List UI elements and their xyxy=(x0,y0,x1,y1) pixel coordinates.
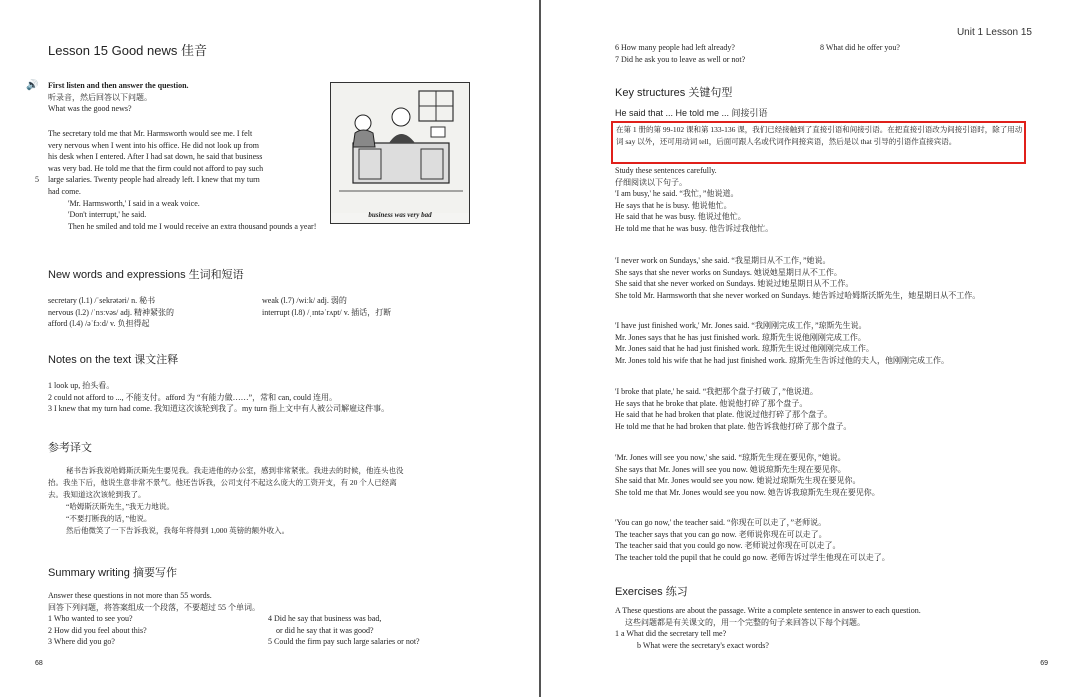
example-line: The teacher says that you can go now. 老师说你现在可以走了。 xyxy=(615,529,827,539)
right-page xyxy=(541,0,1080,697)
exercise-question: b What were the secretary's exact words? xyxy=(637,640,769,650)
summary-intro: Answer these questions in not more than 55 words. xyxy=(48,591,212,600)
words-col-2 xyxy=(262,295,492,318)
word-entry: secretary (l.1) /ˈsekrətəri/ n. 秘书 xyxy=(48,296,156,305)
running-header: Unit 1 Lesson 15 xyxy=(956,27,1032,38)
study-line: He told me that he was busy. 他告诉过我他忙。 xyxy=(615,223,774,233)
example-group xyxy=(615,452,1055,498)
summary-block xyxy=(48,590,508,648)
example-line: Mr. Jones says that he has just finished work. 琼斯先生说他刚刚完成工作。 xyxy=(615,332,866,342)
example-line: Mr. Jones told his wife that he had just finished work. 琼斯先生告诉过他的夫人，他刚刚完成工作。 xyxy=(615,355,949,365)
example-group xyxy=(615,255,1055,301)
word-entry: nervous (l.2) /ˈnɜːvəs/ adj. 精神紧张的 xyxy=(48,307,175,317)
example-group xyxy=(615,517,1055,563)
listen-heading: First listen and then answer the question. xyxy=(48,81,189,90)
passage-line: The secretary told me that Mr. Harmsworth would see me. I felt xyxy=(48,129,253,138)
speaker-icon[interactable]: 🔊 xyxy=(26,80,39,91)
study-line: 'I am busy,' he said. “我忙，”他说道。 xyxy=(615,189,739,199)
trans-line: 去。我知道这次该轮到我了。 xyxy=(48,490,146,499)
example-line: 'You can go now,' the teacher said. “你现在可以走了，”老师说。 xyxy=(615,518,827,527)
example-line: She says that she never works on Sundays. 她说她星期日从不工作。 xyxy=(615,267,842,277)
translation xyxy=(48,465,498,537)
question-item: 6 How many people had left already? xyxy=(615,43,735,52)
study-line: 仔细阅读以下句子。 xyxy=(615,177,687,187)
study-line: He said that he was busy. 他说过他忙。 xyxy=(615,212,746,222)
example-line: 'I never work on Sundays,' she said. “我星期日从不工作，”她说。 xyxy=(615,256,831,265)
example-line: He says that he broke that plate. 他说他打碎了那个盘子。 xyxy=(615,398,808,408)
example-group xyxy=(615,386,1055,432)
passage-line: his desk when I entered. After I had sat down, he said that business xyxy=(48,152,263,162)
summary-question: 3 Where did you go? xyxy=(48,637,115,647)
example-group xyxy=(615,320,1055,366)
word-entry: afford (l.4) /əˈfɔːd/ v. 负担得起 xyxy=(48,319,150,329)
example-line: He said that he had broken that plate. 他说过他打碎了那个盘子。 xyxy=(615,410,833,420)
summary-title: Summary writing 摘要写作 xyxy=(48,567,177,579)
study-sentences xyxy=(615,165,1035,235)
passage xyxy=(35,128,326,232)
key-subtitle: He said that ... He told me ... 间接引语 xyxy=(615,108,768,118)
question-item: 7 Did he ask you to leave as well or not? xyxy=(615,54,746,64)
note-item: 1 look up, 抬头看。 xyxy=(48,381,115,390)
dialog-line: Then he smiled and told me I would receive an extra thousand pounds a year! xyxy=(68,221,317,231)
page-number: 68 xyxy=(35,659,43,667)
exercise-instruction: A These questions are about the passage. Write a complete sentence in answer to each question. xyxy=(615,606,921,615)
dialog-line: 'Mr. Harmsworth,' I said in a weak voice. xyxy=(68,198,200,208)
note-item: 3 I knew that my turn had come. 我知道这次该轮到我了。my turn 指上文中有人被公司解雇这件事。 xyxy=(48,404,390,414)
example-line: 'Mr. Jones will see you now,' she said. “琼斯先生现在要见你，”她说。 xyxy=(615,453,846,462)
exercises-title: Exercises 练习 xyxy=(615,586,688,598)
word-entry: interrupt (l.8) /ˌɪntəˈrʌpt/ v. 插话，打断 xyxy=(262,307,392,317)
trans-line: “哈姆斯沃斯先生，”我无力地说。 xyxy=(66,502,174,511)
page-number: 69 xyxy=(1040,659,1048,667)
words-title: New words and expressions 生词和短语 xyxy=(48,269,244,281)
example-line: He told me that he had broken that plate. 他告诉我他打碎了那个盘子。 xyxy=(615,421,852,431)
summary-question: 4 Did he say that business was bad, xyxy=(268,614,382,624)
example-line: The teacher told the pupil that he could go now. 老师告诉过学生他现在可以走了。 xyxy=(615,552,890,562)
exercise-instruction-cn: 这些问题都是有关课文的，用一个完整的句子来回答以下每个问题。 xyxy=(625,617,865,627)
illustration-caption: business was very bad xyxy=(368,210,432,219)
trans-line: 抬。我坐下后，他说生意非常不景气。他还告诉我，公司支付不起这么庞大的工资开支，有 20 个人已经离 xyxy=(48,478,397,487)
summary-question: or did he say that it was good? xyxy=(268,625,374,635)
notes-list xyxy=(48,380,508,415)
illustration xyxy=(330,82,470,224)
passage-line: 5 large salaries. Twenty people had already left. I knew that my turn xyxy=(35,175,260,185)
example-line: She says that Mr. Jones will see you now. 她说琼斯先生现在要见你。 xyxy=(615,464,846,474)
example-line: She told Mr. Harmsworth that she never worked on Sundays. 她告诉过哈姆斯沃斯先生，她星期日从不工作。 xyxy=(615,290,981,300)
line-number: 5 xyxy=(35,175,39,185)
example-line: Mr. Jones said that he had just finished work. 琼斯先生说过他刚刚完成工作。 xyxy=(615,344,874,354)
example-line: She said that Mr. Jones would see you now. 她说过琼斯先生现在要见你。 xyxy=(615,476,861,486)
example-line: 'I broke that plate,' he said. “我把那个盘子打破了，”他说道。 xyxy=(615,387,818,396)
key-structures-title: Key structures 关键句型 xyxy=(615,87,733,99)
summary-question: 1 Who wanted to see you? xyxy=(48,614,133,624)
dialog-line: 'Don't interrupt,' he said. xyxy=(68,210,147,220)
summary-cn: 回答下列问题，将答案组成一个段落，不要超过 55 个单词。 xyxy=(48,602,260,612)
passage-line: was very bad. He told me that the firm could not afford to pay such xyxy=(48,163,264,173)
listen-cn: 听录音，然后回答以下问题。 xyxy=(48,92,152,102)
note-item: 2 could not afford to ..., 不能支付。afford 为 “有能力做……”，常和 can, could 连用。 xyxy=(48,392,337,402)
example-line: She told me that Mr. Jones would see you now. 她告诉我琼斯先生现在要见你。 xyxy=(615,487,880,497)
study-line: Study these sentences carefully. xyxy=(615,166,717,175)
passage-line: very nervous when I went into his office. He did not look up from xyxy=(48,140,259,150)
summary-question: 5 Could the firm pay such large salaries or not? xyxy=(268,637,420,647)
listen-block xyxy=(26,80,338,115)
question-item: 8 What did he offer you? xyxy=(820,43,900,52)
trans-line: 然后他微笑了一下告诉我说，我每年将得到 1,000 英镑的额外收入。 xyxy=(66,526,290,535)
top-questions xyxy=(615,42,1015,65)
office-scene-illustration xyxy=(331,83,470,213)
word-entry: weak (l.7) /wiːk/ adj. 弱的 xyxy=(262,296,347,305)
passage-line: had come. xyxy=(48,186,81,196)
example-line: The teacher said that you could go now. 老师说过你现在可以走了。 xyxy=(615,541,841,551)
words-col-1 xyxy=(48,295,263,330)
lesson-title: Lesson 15 Good news 佳音 xyxy=(48,43,207,58)
notes-title: Notes on the text 课文注释 xyxy=(48,354,179,366)
trans-line: “不要打断我的话，”他说。 xyxy=(66,514,152,523)
exercise-a xyxy=(615,605,1055,651)
trans-line: 秘书告诉我说哈姆斯沃斯先生要见我。我走进他的办公室，感到非常紧张。我进去的时候，他连头也没 xyxy=(66,466,404,475)
translation-title: 参考译文 xyxy=(48,441,92,454)
exercise-question: 1 a What did the secretary tell me? xyxy=(615,629,727,639)
summary-question: 2 How did you feel about this? xyxy=(48,625,147,635)
study-line: He says that he is busy. 他说他忙。 xyxy=(615,200,732,210)
example-line: 'I have just finished work,' Mr. Jones said. “我刚刚完成工作，”琼斯先生说。 xyxy=(615,321,867,330)
example-line: She said that she never worked on Sundays. 她说过她星期日从不工作。 xyxy=(615,279,854,289)
key-note: 在第 1 册的第 99-102 课和第 133-136 课，我们已经接触到了直接引语和间接引语。在把直接引语改为间接引语时，除了用动词 say 以外，还可用动词 tell，后面可跟人名或代词作间接宾语，然后是以 that 引导的引语作直接宾语。 xyxy=(616,125,1023,146)
question: What was the good news? xyxy=(48,104,132,114)
